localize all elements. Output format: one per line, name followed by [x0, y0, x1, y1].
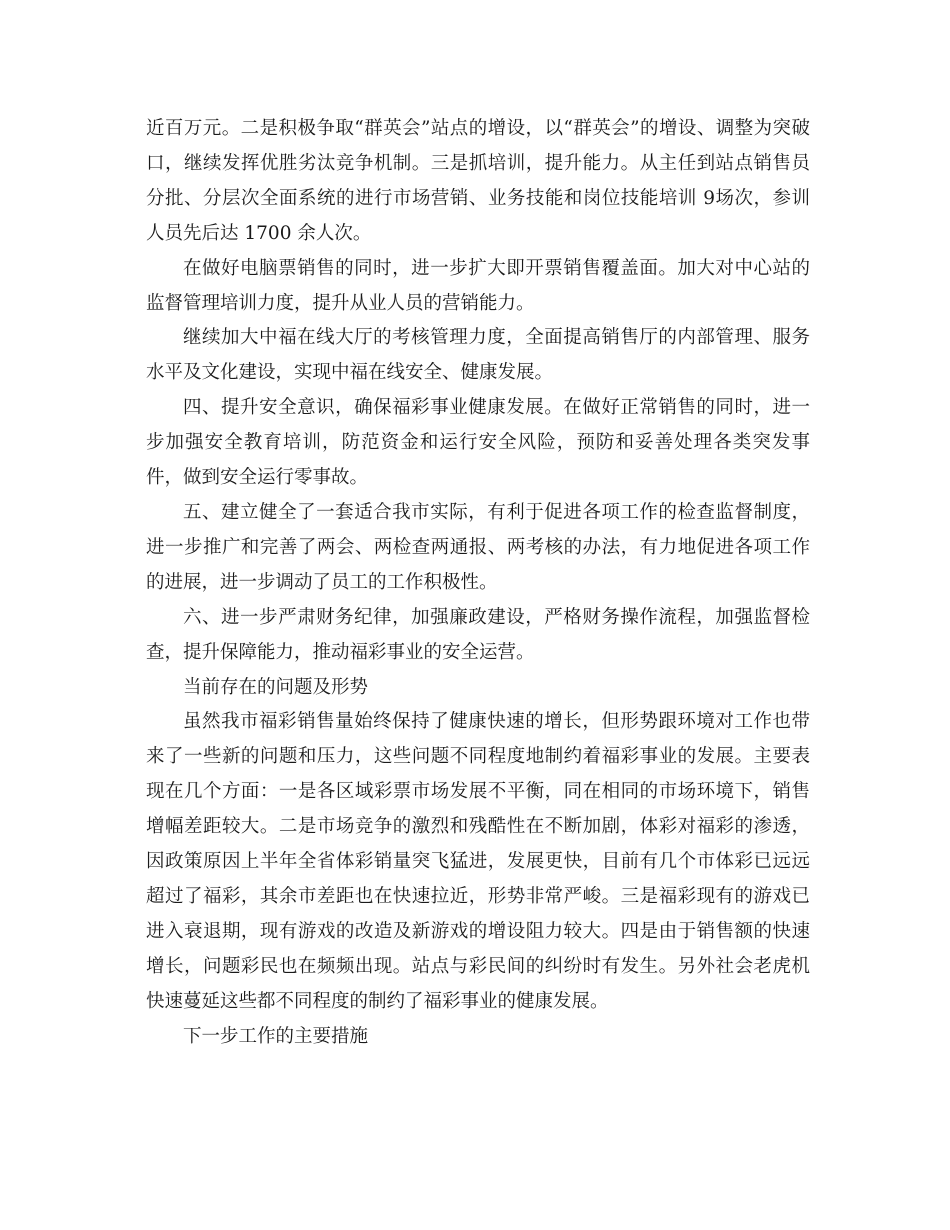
paragraph-finance: 六、进一步严肃财务纪律，加强廉政建设，严格财务操作流程，加强监督检查，提升保障能力，推动福彩事业的安全运营。	[146, 606, 810, 663]
paragraph-problems: 虽然我市福彩销售量始终保持了健康快速的增长，但形势跟环境对工作也带来了一些新的问题和压力，这些问题不同程度地制约着福彩事业的发展。主要表现在几个方面：一是各区域彩票市场发展不平衡，同在相同的市场环境下，销售增幅差距较大。二是市场竞争的激烈和残酷性在不断加剧，体彩对福彩的渗透，因政策原因上半年全省体彩销量突飞猛进，发展更快，目前有几个市体彩已远远超过了福彩，其余市差距也在快速拉近，形势非常严峻。三是福彩现有的游戏已进入衰退期，现有游戏的改造及新游戏的增设阻力较大。四是由于销售额的快速增长，问题彩民也在频频出现。站点与彩民间的纠纷时有发生。另外社会老虎机快速蔓延这些都不同程度的制约了福彩事业的健康发展。	[146, 711, 810, 1012]
heading-current-problems: 当前存在的问题及形势	[183, 676, 369, 698]
paragraph-zhongfu-online: 继续加大中福在线大厅的考核管理力度，全面提高销售厅的内部管理、服务水平及文化建设，实现中福在线安全、健康发展。	[146, 327, 810, 384]
document-body	[146, 112, 810, 1054]
heading-next-steps: 下一步工作的主要措施	[183, 1025, 369, 1047]
paragraph-instant-tickets: 在做好电脑票销售的同时，进一步扩大即开票销售覆盖面。加大对中心站的监督管理培训力度，提升从业人员的营销能力。	[146, 257, 810, 314]
paragraph-supervision: 五、建立健全了一套适合我市实际，有利于促进各项工作的检查监督制度，进一步推广和完善了两会、两检查两通报、两考核的办法，有力地促进各项工作的进展，进一步调动了员工的工作积极性。	[146, 501, 810, 593]
paragraph-training: 近百万元。二是积极争取“群英会”站点的增设，以“群英会”的增设、调整为突破口，继续发挥优胜劣汰竞争机制。三是抓培训，提升能力。从主任到站点销售员分批、分层次全面系统的进行市场营销、业务技能和岗位技能培训 9场次，参训人员先后达 1700 余人次。	[146, 118, 810, 244]
paragraph-safety: 四、提升安全意识，确保福彩事业健康发展。在做好正常销售的同时，进一步加强安全教育培训，防范资金和运行安全风险，预防和妥善处理各类突发事件，做到安全运行零事故。	[146, 397, 810, 489]
